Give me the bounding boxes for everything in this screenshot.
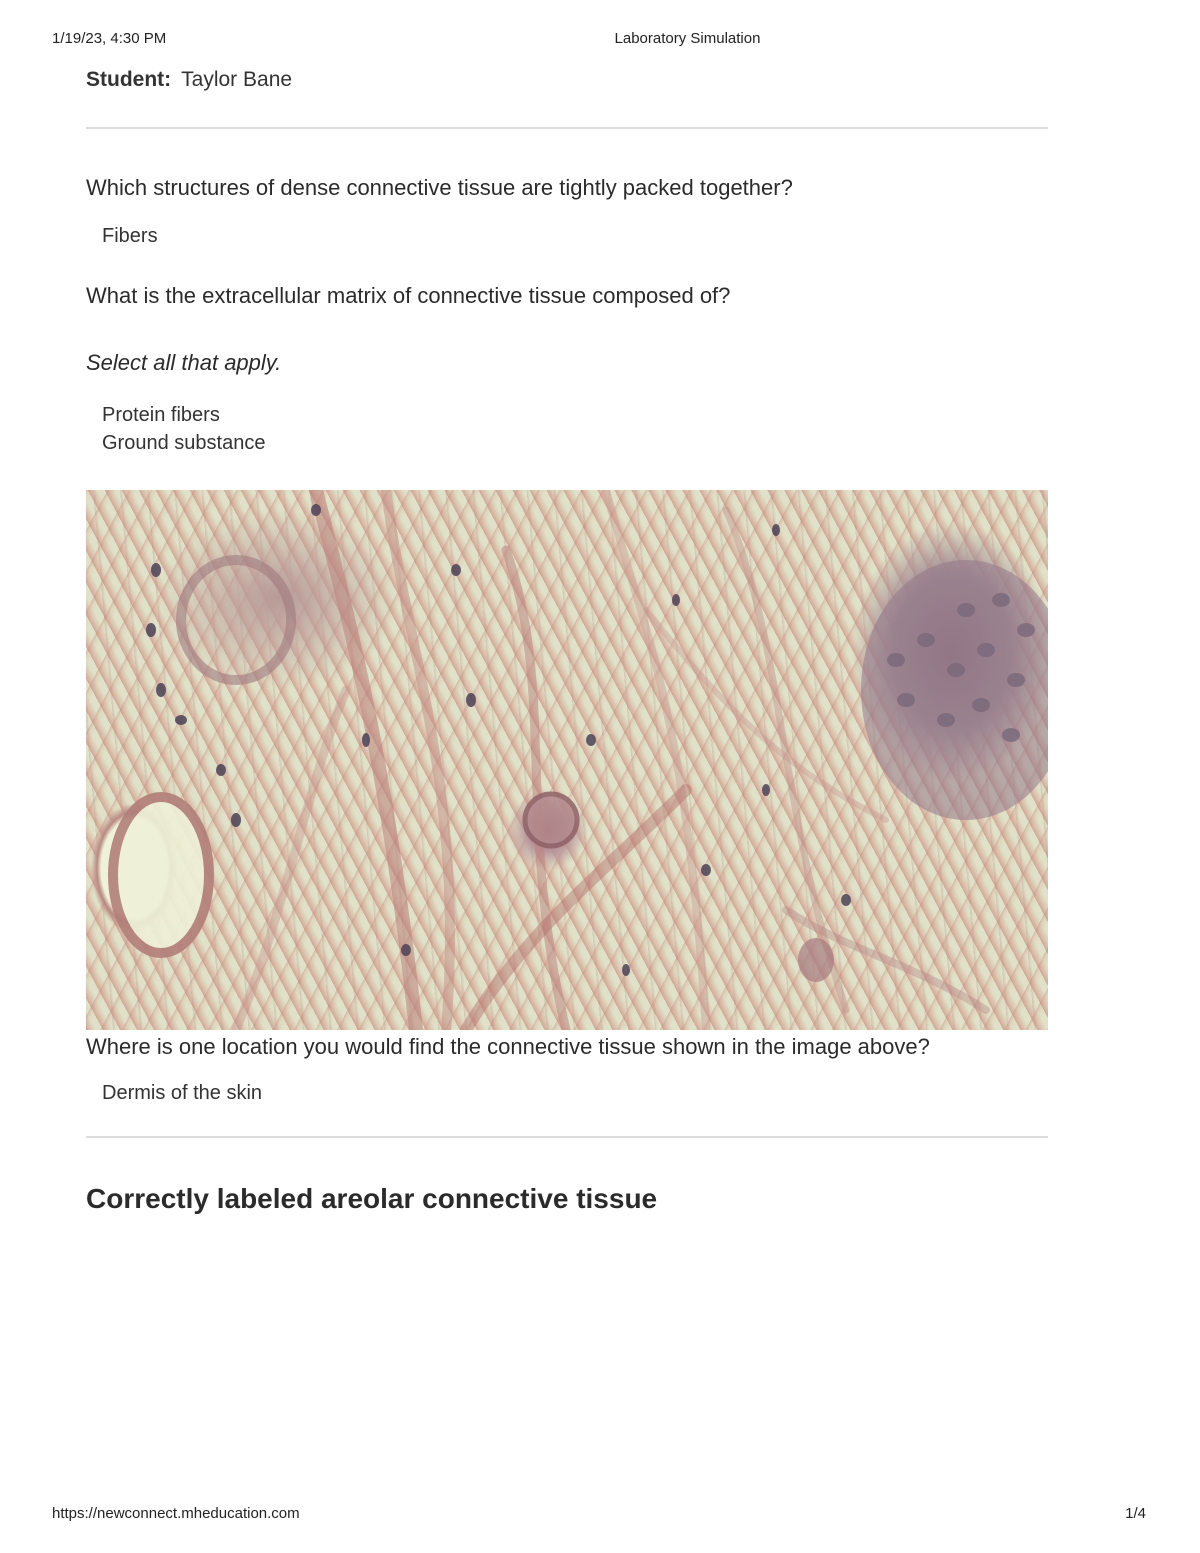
question-3: Where is one location you would find the connective tissue shown in the image above? [86,1034,930,1059]
print-datetime: 1/19/23, 4:30 PM [52,30,167,47]
question-1: Which structures of dense connective tissue are tightly packed together? [86,175,793,200]
micrograph-texture [86,490,1048,1030]
divider [86,1136,1048,1138]
student-label: Student: [86,68,172,91]
micrograph-image [86,490,1048,1030]
answer-1: Fibers [102,225,158,247]
student-line [86,68,292,92]
footer-url: https://newconnect.mheducation.com [52,1505,300,1522]
question-2: What is the extracellular matrix of connective tissue composed of? [86,283,731,308]
footer-page-number: 1/4 [1125,1505,1146,1522]
answer-3: Dermis of the skin [102,1082,263,1104]
student-name: Taylor Bane [181,68,293,91]
answer-2-1: Protein fibers [102,404,220,426]
answer-2-2: Ground substance [102,432,266,454]
print-page-title: Laboratory Simulation [614,30,761,47]
section-title: Correctly labeled areolar connective tissue [86,1183,658,1214]
divider [86,127,1048,129]
question-2-instruction: Select all that apply. [86,350,282,375]
